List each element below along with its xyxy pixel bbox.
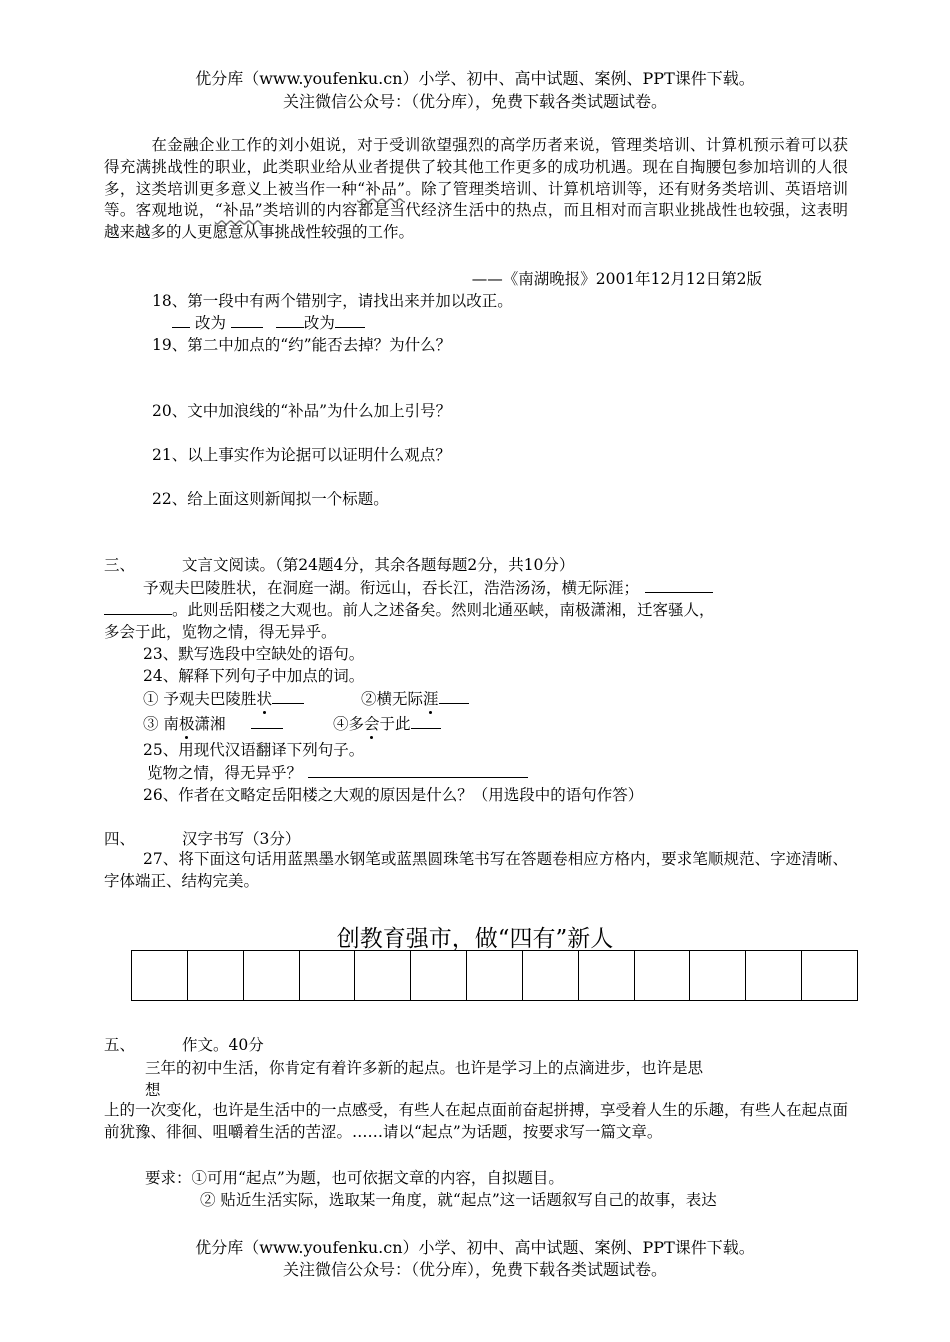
wavy-term-1: “补品” bbox=[357, 179, 405, 198]
question-27-text: 27、将下面这句话用蓝黑墨水钢笔或蓝黑圆珠笔书写在答题卷相应方格内，要求笔顺规范、字迹清晰、字体端正、结构完美。 bbox=[104, 850, 848, 890]
article-text-c: 类培训的内容都是当代经济生活中的热点，而且相对而言职业挑战性也较强，这表明越来越多的人更愿意从事挑战性较强的工作。 bbox=[104, 201, 848, 242]
item-3-text: ③ 南 bbox=[143, 715, 179, 733]
item-2-text: ②横无际 bbox=[361, 690, 424, 708]
section-5-number: 五、 bbox=[104, 1036, 136, 1054]
item-3-text-post: 潇湘 bbox=[194, 715, 226, 733]
grid-cell[interactable] bbox=[802, 951, 857, 1000]
grid-cell[interactable] bbox=[746, 951, 802, 1000]
question-22: 22、给上面这则新闻拟一个标题。 bbox=[152, 490, 389, 508]
change-to-label: 改为 bbox=[303, 314, 335, 332]
answer-blank[interactable] bbox=[276, 313, 304, 328]
answer-blank[interactable] bbox=[272, 689, 304, 704]
dotted-word: 涯 bbox=[423, 690, 439, 708]
question-26: 26、作者在文略定岳阳楼之大观的原因是什么？（用选段中的语句作答） bbox=[143, 786, 644, 804]
question-19: 19、第二中加点的“约”能否去掉？为什么？ bbox=[152, 336, 452, 354]
article-paragraph bbox=[104, 135, 848, 244]
grid-cell[interactable] bbox=[467, 951, 523, 1000]
classical-text-line-3: 多会于此，览物之情，得无异乎。 bbox=[104, 623, 337, 641]
article-text-b: 。除了管理类培训、计算机培训等，还有财务类培训、英语培训等。客观地说， bbox=[104, 179, 848, 220]
essay-requirement-1: 要求：①可用“起点”为题，也可依据文章的内容，自拟题目。 bbox=[145, 1169, 564, 1187]
section-3-number: 三、 bbox=[104, 556, 136, 574]
footer-line-1: 优分库（www.youfenku.cn）小学、初中、高中试题、案例、PPT课件下载。 bbox=[195, 1238, 755, 1257]
footer-line-2: 关注微信公众号：（优分库），免费下载各类试题试卷。 bbox=[282, 1260, 667, 1279]
grid-cell[interactable] bbox=[300, 951, 356, 1000]
answer-blank[interactable] bbox=[335, 313, 365, 328]
translation-blank[interactable] bbox=[308, 763, 528, 778]
section-4-number: 四、 bbox=[104, 830, 136, 848]
essay-prompt-body: 上的一次变化，也许是生活中的一点感受，有些人在起点面前奋起拼搏，享受着人生的乐趣，有些人在起点面前犹豫、徘徊、咀嚼着生活的苦涩。……请以“起点”为话题，按要求写一篇文章。 bbox=[104, 1101, 849, 1141]
dotted-word: 状 bbox=[256, 690, 272, 708]
grid-cell[interactable] bbox=[690, 951, 746, 1000]
article-source: ——《南湖晚报》2001年12月12日第2版 bbox=[471, 270, 762, 288]
grid-cell[interactable] bbox=[635, 951, 691, 1000]
grid-cell[interactable] bbox=[579, 951, 635, 1000]
question-24-item-4 bbox=[333, 712, 441, 734]
header-line-1: 优分库（www.youfenku.cn）小学、初中、高中试题、案例、PPT课件下载。 bbox=[195, 69, 755, 88]
question-24-item-2 bbox=[361, 687, 469, 709]
question-20: 20、文中加浪线的“补品”为什么加上引号？ bbox=[152, 402, 452, 420]
section-3-title: 文言文阅读。（第24题4分，其余各题每题2分，共10分） bbox=[182, 556, 575, 574]
question-25-sentence-row bbox=[147, 761, 528, 783]
item-4-text-post: 于此 bbox=[379, 715, 411, 733]
answer-blank[interactable] bbox=[231, 313, 263, 328]
dotted-word: 会 bbox=[364, 715, 380, 733]
grid-cell[interactable] bbox=[244, 951, 300, 1000]
writing-phrase: 创教育强市，做“四有”新人 bbox=[336, 926, 614, 952]
wavy-term-2: “补品” bbox=[214, 201, 263, 220]
classical-text-line-2 bbox=[104, 598, 715, 620]
classical-text-a: 予观夫巴陵胜状，在洞庭一湖。衔远山，吞长江，浩浩汤汤，横无际涯； bbox=[143, 579, 640, 597]
article-text-a: 在金融企业工作的刘小姐说，对于受训欲望强烈的高学历者来说，管理类培训、计算机预示着可以获得充满挑战性的职业，此类职业给从业者提供了较其他工作更多的成功机遇。现在自掏腰包参加培训的人很多，这类培训更多意义上被当作一种 bbox=[104, 136, 848, 198]
question-23: 23、默写选段中空缺处的语句。 bbox=[143, 645, 365, 663]
question-25: 25、用现代汉语翻译下列句子。 bbox=[143, 741, 365, 759]
dotted-word: 极 bbox=[178, 715, 195, 733]
answer-blank[interactable] bbox=[251, 714, 283, 729]
classical-text-line-1 bbox=[143, 576, 713, 598]
section-4-title: 汉字书写（3分） bbox=[182, 830, 301, 848]
question-24: 24、解释下列句子中加点的词。 bbox=[143, 667, 365, 685]
question-24-item-3 bbox=[143, 712, 283, 734]
question-24-item-1 bbox=[143, 687, 304, 709]
grid-cell[interactable] bbox=[411, 951, 467, 1000]
header-line-2: 关注微信公众号：（优分库），免费下载各类试题试卷。 bbox=[282, 92, 667, 111]
item-1-text: ① 予观夫巴陵胜 bbox=[143, 690, 257, 708]
fill-blank-1[interactable] bbox=[645, 578, 713, 593]
fill-blank-2[interactable] bbox=[104, 600, 172, 615]
q25-sentence: 览物之情，得无异乎？ bbox=[147, 764, 303, 782]
answer-blank[interactable] bbox=[439, 689, 469, 704]
grid-cell[interactable] bbox=[132, 951, 188, 1000]
writing-grid bbox=[131, 950, 858, 1001]
change-to-label: 改为 bbox=[194, 314, 226, 332]
question-18-answer-row bbox=[172, 311, 365, 333]
essay-prompt-line-1: 三年的初中生活，你肯定有着许多新的起点。也许是学习上的点滴进步，也许是思 bbox=[145, 1059, 704, 1077]
section-5-title: 作文。40分 bbox=[182, 1036, 264, 1054]
question-27 bbox=[104, 849, 848, 893]
essay-requirement-2: ② 贴近生活实际，选取某一角度，就“起点”这一话题叙写自己的故事，表达 bbox=[200, 1191, 717, 1209]
grid-cell[interactable] bbox=[355, 951, 411, 1000]
essay-prompt-line-1b: 想 bbox=[145, 1081, 161, 1099]
answer-blank[interactable] bbox=[172, 313, 190, 328]
question-21: 21、以上事实作为论据可以证明什么观点？ bbox=[152, 446, 451, 464]
classical-text-b: 。此则岳阳楼之大观也。前人之述备矣。然则北通巫峡，南极潇湘，迁客骚人， bbox=[172, 601, 715, 619]
question-18: 18、第一段中有两个错别字，请找出来并加以改正。 bbox=[152, 292, 513, 310]
grid-cell[interactable] bbox=[523, 951, 579, 1000]
answer-blank[interactable] bbox=[411, 714, 441, 729]
grid-cell[interactable] bbox=[188, 951, 244, 1000]
item-4-text: ④多 bbox=[333, 715, 365, 733]
